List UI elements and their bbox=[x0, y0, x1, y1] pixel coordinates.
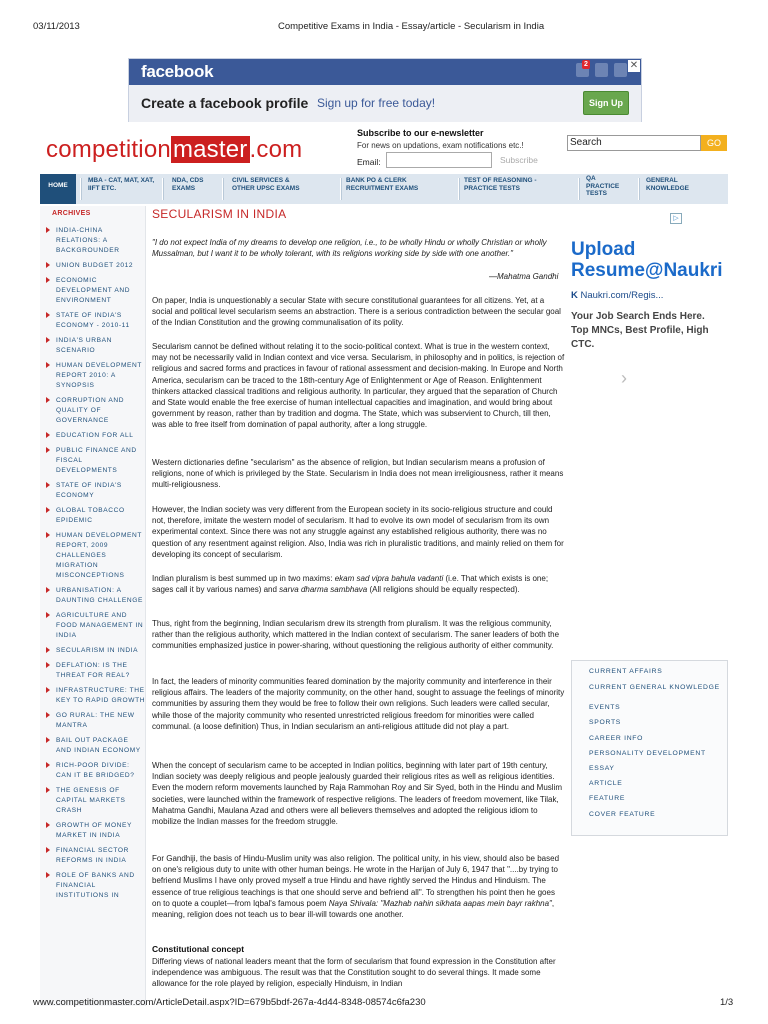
notification-count: 2 bbox=[584, 61, 588, 68]
archive-link[interactable]: DEFLATION: IS THE THREAT FOR REAL? bbox=[44, 661, 146, 681]
section-link[interactable]: EVENTS bbox=[589, 704, 621, 711]
nav-item-label: GENERAL KNOWLEDGE bbox=[646, 177, 689, 192]
fb-ad-tagline[interactable]: Sign up for free today! bbox=[317, 96, 436, 110]
nav-item-label: MBA - CAT, MAT, XAT, IIFT ETC. bbox=[88, 177, 155, 192]
ad-headline-2[interactable]: Resume@Naukri bbox=[571, 260, 723, 281]
logo-part-2: master bbox=[172, 136, 248, 163]
archive-link[interactable]: ECONOMIC DEVELOPMENT AND ENVIRONMENT bbox=[44, 276, 146, 306]
ad-link[interactable] bbox=[571, 290, 663, 301]
archive-link[interactable]: ROLE OF BANKS AND FINANCIAL INSTITUTIONS IN bbox=[44, 871, 146, 901]
article-paragraph: Western dictionaries define "secularism" as the absence of religion, but Indian secularism means a profusion of religions, none of which is privileged by the State. Secularism in India does not mean irreligiousness, rather it means multi-religiousness. bbox=[152, 458, 564, 490]
archive-link[interactable]: EDUCATION FOR ALL bbox=[44, 431, 146, 441]
section-link[interactable]: FEATURE bbox=[589, 795, 626, 802]
nav-item-gk[interactable] bbox=[620, 174, 689, 204]
text-run: , meaning, religion does not teach us to bear ill-will towards one another. bbox=[152, 898, 555, 920]
archive-link[interactable]: PUBLIC FINANCE AND FISCAL DEVELOPMENTS bbox=[44, 446, 146, 476]
section-link[interactable]: CURRENT AFFAIRS bbox=[589, 668, 663, 675]
article-paragraph: When the concept of secularism came to be accepted in Indian politics, beginning with later part of 19th century, Indian society was deeply religious and people jealously guarded their religious rites as well as religious identities. Even the modern reform movements launched by Raja Rammohan Roy and Sir Syed, both in the Hindu and Muslim societies, were launched within the framework of respective religions. The leaders of freedom movement, like Tilak, Mahatma Gandhi, Maulana Azad and others were all believers themselves and adopted the religious idiom to mobilize the Indian masses for the freedom struggle. bbox=[152, 761, 562, 827]
subscribe-button[interactable]: Subscribe bbox=[500, 155, 538, 165]
archive-link[interactable]: GLOBAL TOBACCO EPIDEMIC bbox=[44, 506, 146, 526]
nav-item-label: NDA, CDS EXAMS bbox=[172, 177, 204, 192]
nav-item-civil-services[interactable] bbox=[218, 174, 310, 204]
archive-link[interactable]: FINANCIAL SECTOR REFORMS IN INDIA bbox=[44, 846, 146, 866]
text-run: (i.e. That which exists is one; sages call it by various names) and bbox=[152, 574, 549, 595]
archive-link[interactable]: STATE OF INDIA'S ECONOMY bbox=[44, 481, 146, 501]
nav-item-bank-po[interactable] bbox=[310, 174, 436, 204]
article-paragraph bbox=[152, 573, 566, 595]
friends-icon bbox=[576, 63, 589, 77]
nav-item-label: QA PRACTICE TESTS bbox=[586, 175, 620, 197]
nav-item-nda[interactable] bbox=[158, 174, 218, 204]
section-link[interactable]: PERSONALITY DEVELOPMENT bbox=[589, 750, 706, 757]
section-link[interactable]: SPORTS bbox=[589, 719, 622, 726]
search-go-button[interactable]: GO bbox=[701, 135, 727, 151]
ad-description: Your Job Search Ends Here. Top MNCs, Best Profile, High CTC. bbox=[571, 311, 709, 350]
naukri-logo-icon: K bbox=[571, 290, 581, 301]
text-run: Indian pluralism is best summed up in two maxims: bbox=[152, 574, 335, 583]
archive-link[interactable]: GO RURAL: THE NEW MANTRA bbox=[44, 711, 146, 731]
archive-link[interactable]: RICH-POOR DIVIDE: CAN IT BE BRIDGED? bbox=[44, 761, 146, 781]
article-paragraph: On paper, India is unquestionably a secular State with secure constitutional guarantees for all citizens. Yet, at a social and political level secularism seems an abstraction. There is a serious contradiction between the secular goal of the Indian Constitution and the growing communalisation of its polity. bbox=[152, 296, 561, 328]
poem-quote: Naya Shivala: "Mazhab nahin sikhata aapas mein bayr rakhna" bbox=[328, 898, 552, 908]
facebook-logo: facebook bbox=[141, 62, 214, 81]
archive-link[interactable]: STATE OF INDIA'S ECONOMY - 2010-11 bbox=[44, 311, 146, 331]
article-quote: "I do not expect India of my dreams to develop one religion, i.e., to be wholly Hindu or wholly Christian or wholly Mussalman, but I want it to be wholly tolerant, with its religions working side by side with one another." bbox=[152, 238, 547, 258]
nav-item-label: CIVIL SERVICES & OTHER UPSC EXAMS bbox=[232, 177, 300, 192]
globe-icon bbox=[614, 63, 627, 77]
archive-link[interactable]: THE GENESIS OF CAPITAL MARKETS CRASH bbox=[44, 786, 146, 816]
archives-heading: ARCHIVES bbox=[52, 210, 91, 217]
nav-item-reasoning[interactable] bbox=[436, 174, 552, 204]
nav-home[interactable]: HOME bbox=[40, 174, 76, 204]
print-url: www.competitionmaster.com/ArticleDetail.aspx?ID=679b5bdf-267a-4d44-8348-08574c6fa230 bbox=[33, 997, 426, 1008]
newsletter-email-label: Email: bbox=[357, 157, 381, 167]
archive-link[interactable]: SECULARISM IN INDIA bbox=[44, 646, 146, 656]
maxim-1: ekam sad vipra bahula vadanti bbox=[334, 574, 444, 583]
newsletter-subtitle: For news on updations, exam notifications etc.! bbox=[357, 141, 524, 150]
logo-part-1: competition bbox=[46, 136, 171, 163]
article-paragraph bbox=[152, 853, 566, 920]
chevron-right-icon[interactable]: › bbox=[621, 368, 627, 388]
search-input[interactable]: Search bbox=[567, 135, 701, 151]
text-run: (All religions should be equally respected). bbox=[367, 585, 520, 595]
archive-link[interactable]: AGRICULTURE AND FOOD MANAGEMENT IN INDIA bbox=[44, 611, 146, 641]
section-link[interactable]: CAREER INFO bbox=[589, 735, 644, 742]
nav-item-label: BANK PO & CLERK RECRUITMENT EXAMS bbox=[346, 177, 419, 192]
archive-link[interactable]: UNION BUDGET 2012 bbox=[44, 261, 146, 271]
article-paragraph: Secularism cannot be defined without relating it to the socio-political context. What is true in the western context, may not be necessarily valid in Indian context and vice versa. Secularism, in philosophy and in politics, is rejection of religious and sacred forms and practices in favour of rational assessment and decision-making. In Europe and North America, secularism can be traced to the 18th-century Age of Enlightenment or Age of Reason. Enlightenment thinkers attacked classical traditions and religious authority. In particular, they argued that the separation of Church and State would enable the free exercise of human intellectual capacities and imagination, and would bring about government by reason, rather than by tradition and dogma. The State, which was subservient to Church, till then, was able to free itself from domination of papal authority, after a long struggle. bbox=[152, 342, 565, 430]
print-date: 03/11/2013 bbox=[33, 21, 80, 32]
print-title: Competitive Exams in India - Essay/article - Secularism in India bbox=[278, 21, 545, 32]
article-paragraph: In fact, the leaders of minority communities feared domination by the majority community and interference in their religious affairs. The leaders of the majority community, on the other hand, sought to assuage the feelings of minority communities by assuring them they would be free to follow their own religions. Such leaders were called secular, while those of the majority community who resented unrestricted religious freedom for minorities were called communal. (a loose definition) Thus, in Indian secularism an anti-religious attitude did not play a part. bbox=[152, 677, 565, 731]
text-run: For Gandhiji, the basis of Hindu-Muslim unity was also religion. The political unity, in his view, should also be based on one's religious duty to unite with other human beings. He wrote in the Harijan of July 6, 1947 that "....by trying to befriend Muslims I have only proved myself a true Hindu and have rightly served the Hindus and Hinduism. The essence of true religious teachings is that one should serve and befriend all". To strengthen his point then he goes on to quote a couplet—from Iqbal's famous poem bbox=[152, 854, 560, 908]
section-link[interactable]: COVER FEATURE bbox=[589, 811, 656, 818]
ad-link-text: Naukri.com/Regis... bbox=[580, 290, 664, 301]
print-page-number: 1/3 bbox=[720, 997, 734, 1008]
section-links-box bbox=[571, 660, 728, 836]
archive-link[interactable]: CORRUPTION AND QUALITY OF GOVERNANCE bbox=[44, 396, 146, 426]
archive-link[interactable]: HUMAN DEVELOPMENT REPORT, 2009 CHALLENGES MIGRATION MISCONCEPTIONS bbox=[44, 531, 146, 581]
archive-link[interactable]: GROWTH OF MONEY MARKET IN INDIA bbox=[44, 821, 146, 841]
nav-item-qa[interactable] bbox=[552, 174, 620, 204]
logo-part-3: .com bbox=[249, 136, 303, 163]
facebook-ad-banner[interactable] bbox=[128, 58, 642, 122]
archive-link[interactable]: BAIL OUT PACKAGE AND INDIAN ECONOMY bbox=[44, 736, 146, 756]
section-link[interactable]: ESSAY bbox=[589, 765, 615, 772]
section-link[interactable]: ARTICLE bbox=[589, 780, 623, 787]
archives-list bbox=[44, 226, 146, 906]
article-paragraph: Thus, right from the beginning, Indian secularism drew its strength from pluralism. It was the religious community, rather than the religious authority, which mattered in the Indian context of secularism. The saner leaders of both the communities emphasized justice in power-sharing, without questioning the religious authority of either community. bbox=[152, 619, 560, 651]
site-logo[interactable] bbox=[46, 136, 302, 164]
newsletter-title: Subscribe to our e-newsletter bbox=[357, 128, 484, 138]
adchoices-icon[interactable]: ▷ bbox=[670, 213, 682, 224]
fb-signup-button[interactable]: Sign Up bbox=[583, 91, 629, 115]
archive-link[interactable]: URBANISATION: A DAUNTING CHALLENGE bbox=[44, 586, 146, 606]
archive-link[interactable]: INFRASTRUCTURE: THE KEY TO RAPID GROWTH bbox=[44, 686, 146, 706]
ad-headline-1[interactable]: Upload bbox=[571, 239, 636, 260]
article-paragraph: However, the Indian society was very different from the European society in its socio-religious structure and could not, therefore, imitate the western model of secularism. It had to evolve its own model of secularism from its own experimental context. Since there was not any struggle against any established religious authority, there was no question of any resentment against religion. Also, India was rich in pluralistic traditions, and mainly relied on them for developing its concept of secularism. bbox=[152, 505, 564, 559]
main-nav bbox=[40, 174, 728, 204]
maxim-2: sarva dharma sambhava bbox=[279, 585, 368, 595]
nav-item-label: TEST OF REASONING - PRACTICE TESTS bbox=[464, 177, 537, 192]
nav-item-mba[interactable] bbox=[76, 174, 158, 204]
article-paragraph: Differing views of national leaders meant that the form of secularism that found expression in the Constitution after independence was ambiguous. The result was that the Constitution sought to do several things. It made some allowance for the role played by religion, especially Hinduism, in Indian bbox=[152, 957, 556, 989]
archive-link[interactable]: INDIA'S URBAN SCENARIO bbox=[44, 336, 146, 356]
article-title: SECULARISM IN INDIA bbox=[152, 207, 287, 221]
section-link[interactable]: CURRENT GENERAL KNOWLEDGE bbox=[589, 684, 720, 691]
close-icon[interactable]: ✕ bbox=[629, 60, 639, 71]
quote-attribution: —Mahatma Gandhi bbox=[489, 272, 559, 281]
archive-link[interactable]: HUMAN DEVELOPMENT REPORT 2010: A SYNOPSIS bbox=[44, 361, 146, 391]
section-heading: Constitutional concept bbox=[152, 944, 245, 954]
archive-link[interactable]: INDIA-CHINA RELATIONS: A BACKGROUNDER bbox=[44, 226, 146, 256]
fb-ad-headline: Create a facebook profile bbox=[141, 95, 309, 111]
newsletter-email-field[interactable] bbox=[386, 152, 492, 168]
messages-icon bbox=[595, 63, 608, 77]
